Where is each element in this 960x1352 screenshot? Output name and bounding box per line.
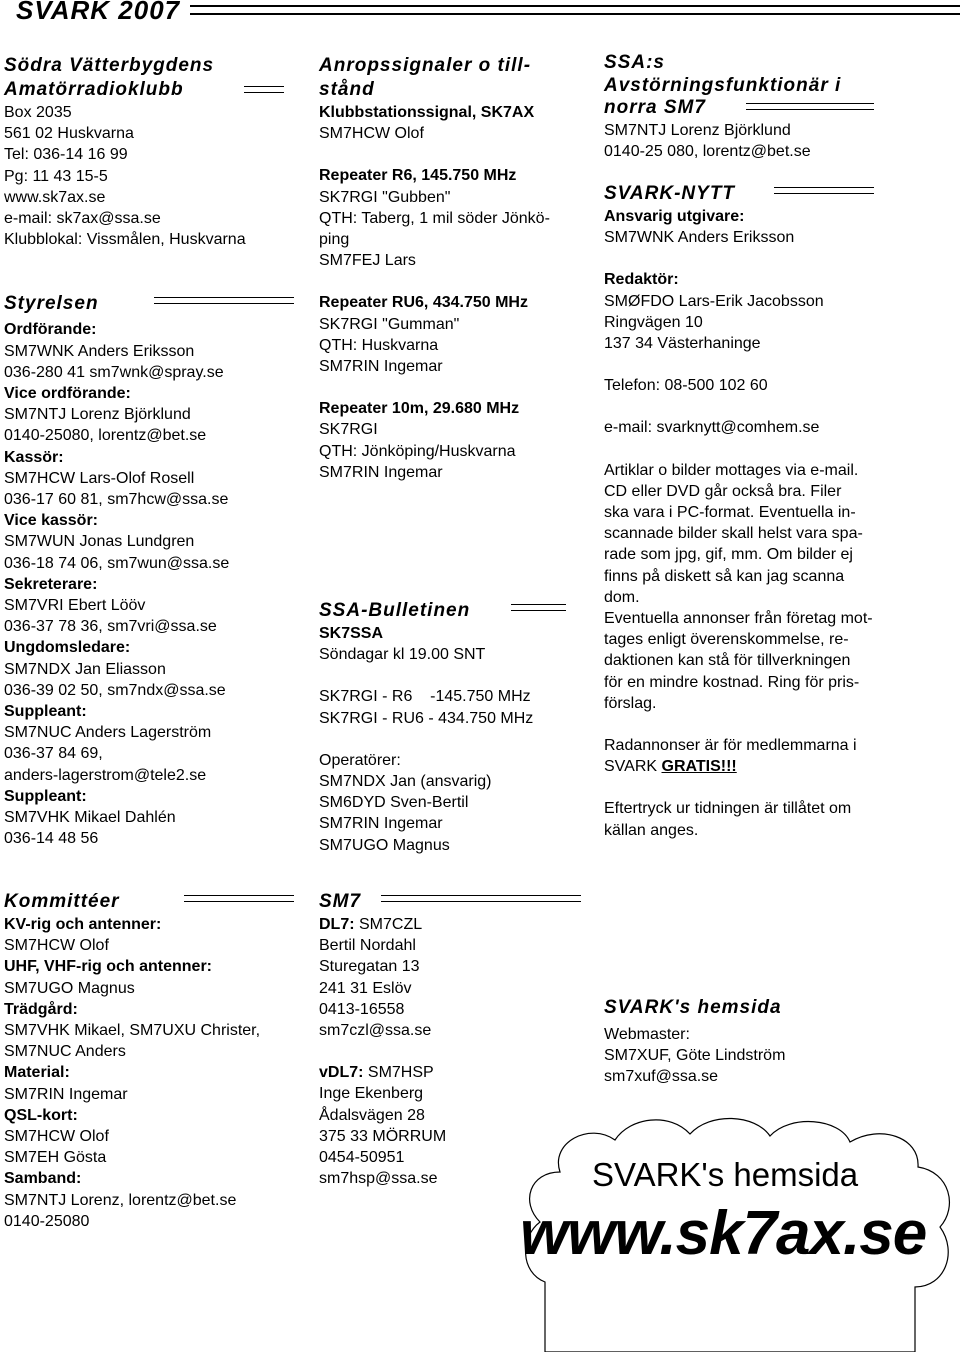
club-info bbox=[4, 102, 294, 250]
artiklar-text bbox=[604, 460, 889, 714]
hemsida-line: SM7XUF, Göte Lindström bbox=[604, 1047, 786, 1065]
gratis-pre: SVARK bbox=[604, 758, 662, 776]
ansvarig-name: SM7WNK Anders Eriksson bbox=[604, 229, 795, 247]
committee-label: Trädgård: bbox=[4, 1000, 78, 1018]
artiklar-line: finns på diskett så kan jag scanna bbox=[604, 567, 845, 585]
role-line: anders-lagerstrom@tele2.se bbox=[4, 766, 207, 784]
role-label: Ordförande: bbox=[4, 321, 97, 339]
committee-line: SM7NTJ Lorenz, lorentz@bet.se bbox=[4, 1191, 237, 1209]
dl7-label: DL7: bbox=[319, 916, 355, 933]
committee-line: SM7HCW Olof bbox=[4, 937, 109, 955]
ssa-lines bbox=[604, 120, 889, 162]
artiklar-line: scannade bilder skall helst vara spa- bbox=[604, 525, 863, 543]
hemsida-title: SVARK's hemsida bbox=[604, 997, 782, 1018]
committee-label: KV-rig och antenner: bbox=[4, 916, 162, 933]
role-line: 036-14 48 56 bbox=[4, 830, 99, 848]
repeater-heading: Repeater 10m, 29.680 MHz bbox=[319, 400, 520, 418]
club-line: Klubblokal: Vissmålen, Huskvarna bbox=[4, 231, 246, 249]
repeater-line: SM7RIN Ingemar bbox=[319, 463, 443, 481]
role-line: SM7VHK Mikael Dahlén bbox=[4, 809, 176, 827]
role-label: Ungdomsledare: bbox=[4, 639, 131, 657]
dl7-line: 0413-16558 bbox=[319, 1000, 405, 1018]
dl7-line: sm7czl@ssa.se bbox=[319, 1022, 432, 1040]
hemsida-block bbox=[604, 996, 889, 1088]
page-banner bbox=[0, 0, 960, 25]
role-label: Suppleant: bbox=[4, 787, 87, 805]
club-line: Box 2035 bbox=[4, 104, 72, 121]
vdl7-line: sm7hsp@ssa.se bbox=[319, 1170, 438, 1188]
role-line: SM7NDX Jan Eliasson bbox=[4, 660, 166, 678]
bulletin-call: SK7SSA bbox=[319, 625, 384, 643]
operator: SM7NDX Jan (ansvarig) bbox=[319, 773, 492, 791]
committee-line: SM7VHK Mikael, SM7UXU Christer, bbox=[4, 1022, 261, 1040]
repeater-heading: Repeater RU6, 434.750 MHz bbox=[319, 294, 528, 312]
artiklar-line: daktionen kan stå för tillverkningen bbox=[604, 652, 851, 670]
klubb-label: Klubbstationssignal, SK7AX bbox=[319, 104, 535, 121]
redaktor-line: SMØFDO Lars-Erik Jacobsson bbox=[604, 292, 824, 310]
eftertryck-line: källan anges. bbox=[604, 821, 699, 839]
role-label: Vice ordförande: bbox=[4, 385, 131, 403]
redaktor-lines bbox=[604, 291, 889, 355]
hemsida-line: sm7xuf@ssa.se bbox=[604, 1068, 719, 1086]
bulletin-time: Söndagar kl 19.00 SNT bbox=[319, 646, 486, 664]
eftertryck-text bbox=[604, 798, 889, 840]
committee-label: Material: bbox=[4, 1064, 70, 1082]
vdl7-line: 0454-50951 bbox=[319, 1149, 405, 1167]
vdl7-line: 375 33 MÖRRUM bbox=[319, 1127, 447, 1145]
operator: SM7RIN Ingemar bbox=[319, 815, 443, 833]
kommitteer-list bbox=[4, 914, 294, 1232]
vdl7-line: Ådalsvägen 28 bbox=[319, 1106, 425, 1124]
vdl7-label: vDL7: bbox=[319, 1064, 364, 1082]
gratis: GRATIS!!! bbox=[661, 758, 737, 776]
kommitteer-title: Kommittéer bbox=[4, 890, 294, 914]
operator: SM7UGO Magnus bbox=[319, 836, 450, 854]
role-label: Vice kassör: bbox=[4, 512, 98, 530]
role-line: 036-17 60 81, sm7hcw@ssa.se bbox=[4, 491, 229, 509]
klubb-line: SM7HCW Olof bbox=[319, 125, 424, 143]
column-middle bbox=[319, 54, 584, 856]
repeater-line: SM7FEJ Lars bbox=[319, 252, 416, 270]
column-right bbox=[604, 52, 889, 841]
eftertryck-line: Eftertryck ur tidningen är tillåtet om bbox=[604, 800, 852, 818]
vdl7-line: Inge Ekenberg bbox=[319, 1085, 424, 1103]
artiklar-line: dom. bbox=[604, 588, 640, 606]
club-line: 561 02 Huskvarna bbox=[4, 125, 134, 143]
repeater-line: QTH: Jönköping/Huskvarna bbox=[319, 442, 516, 460]
committee-line: SM7RIN Ingemar bbox=[4, 1085, 128, 1103]
section-rule bbox=[244, 86, 284, 93]
committee-label: QSL-kort: bbox=[4, 1106, 78, 1124]
club-line: Tel: 036-14 16 99 bbox=[4, 146, 128, 164]
column-left bbox=[4, 54, 294, 850]
ssa-line: 0140-25 080, lorentz@bet.se bbox=[604, 142, 811, 160]
website-cloud bbox=[520, 1112, 950, 1332]
banner-rule bbox=[190, 5, 960, 15]
hemsida-line: Webmaster: bbox=[604, 1026, 690, 1043]
ssa-line: SM7NTJ Lorenz Björklund bbox=[604, 121, 791, 139]
repeater-heading: Repeater R6, 145.750 MHz bbox=[319, 167, 517, 185]
styrelsen-title: Styrelsen bbox=[4, 292, 294, 316]
artiklar-line: ska vara i PC-format. Eventuella in- bbox=[604, 503, 856, 521]
dl7-line: Sturegatan 13 bbox=[319, 958, 420, 976]
role-label: Suppleant: bbox=[4, 703, 87, 721]
committee-line: 0140-25080 bbox=[4, 1212, 90, 1230]
bulletin-frequencies bbox=[319, 686, 584, 728]
role-line: 036-39 02 50, sm7ndx@ssa.se bbox=[4, 681, 226, 699]
role-label: Sekreterare: bbox=[4, 575, 98, 593]
committee-line: SM7HCW Olof bbox=[4, 1128, 109, 1146]
committee-line: SM7NUC Anders bbox=[4, 1043, 126, 1061]
role-line: 036-37 84 69, bbox=[4, 745, 103, 763]
committee-label: UHF, VHF-rig och antenner: bbox=[4, 958, 213, 976]
artiklar-line: Eventuella annonser från företag mot- bbox=[604, 609, 873, 627]
bulletin-title: SSA-Bulletinen bbox=[319, 599, 584, 623]
operator: SM6DYD Sven-Bertil bbox=[319, 794, 469, 812]
artiklar-line: för en mindre kostnad. Ring för pris- bbox=[604, 673, 860, 691]
bulletin-frequency: SK7RGI - R6 -145.750 MHz bbox=[319, 688, 531, 706]
radannons: Radannonser är för medlemmarna i bbox=[604, 736, 857, 754]
artiklar-line: CD eller DVD går också bra. Filer bbox=[604, 482, 842, 500]
role-line: SM7VRI Ebert Lööv bbox=[4, 597, 146, 615]
repeater-line: QTH: Huskvarna bbox=[319, 336, 439, 354]
artiklar-line: rade som jpg, gif, mm. Om bilder ej bbox=[604, 546, 853, 564]
repeater-list bbox=[319, 144, 584, 483]
committee-line: SM7EH Gösta bbox=[4, 1149, 107, 1167]
club-line: www.sk7ax.se bbox=[4, 188, 106, 206]
email: e-mail: svarknytt@comhem.se bbox=[604, 419, 820, 437]
artiklar-line: tages enligt överenskommelse, re- bbox=[604, 631, 849, 649]
repeater-line: SK7RGI "Gumman" bbox=[319, 315, 460, 333]
operators-list bbox=[319, 771, 584, 856]
ansvarig-label: Ansvarig utgivare: bbox=[604, 207, 745, 225]
nytt-title: SVARK-NYTT bbox=[604, 182, 889, 206]
repeater-line: QTH: Taberg, 1 mil söder Jönkö- bbox=[319, 209, 550, 227]
repeater-line: SM7RIN Ingemar bbox=[319, 358, 443, 376]
anrop-title: Anropssignaler o till- stånd bbox=[319, 55, 532, 100]
section-rule bbox=[184, 895, 294, 902]
role-line: SM7WUN Jonas Lundgren bbox=[4, 533, 195, 551]
operators-label: Operatörer: bbox=[319, 751, 401, 769]
telefon: Telefon: 08-500 102 60 bbox=[604, 377, 768, 395]
role-line: 036-18 74 06, sm7wun@ssa.se bbox=[4, 554, 230, 572]
cloud-title: SVARK's hemsida bbox=[592, 1156, 859, 1193]
hemsida-lines bbox=[604, 1024, 889, 1088]
dl7-lines bbox=[319, 935, 584, 1041]
dl7-line: Bertil Nordahl bbox=[319, 937, 416, 955]
styrelsen-list bbox=[4, 319, 294, 849]
role-line: SM7NTJ Lorenz Björklund bbox=[4, 406, 191, 424]
club-title: Södra Vätterbygdens Amatörradioklubb bbox=[4, 54, 294, 102]
redaktor-label: Redaktör: bbox=[604, 271, 679, 289]
section-rule bbox=[746, 103, 874, 110]
kommitteer-block bbox=[4, 890, 294, 1232]
role-line: 036-280 41 sm7wnk@spray.se bbox=[4, 363, 224, 381]
repeater-line: SK7RGI "Gubben" bbox=[319, 188, 451, 206]
role-line: 0140-25080, lorentz@bet.se bbox=[4, 427, 207, 445]
role-line: SM7NUC Anders Lagerström bbox=[4, 724, 212, 742]
role-line: SM7HCW Lars-Olof Rosell bbox=[4, 469, 195, 487]
sm7-title: SM7 bbox=[319, 890, 584, 914]
redaktor-line: Ringvägen 10 bbox=[604, 313, 703, 331]
redaktor-line: 137 34 Västerhaninge bbox=[604, 334, 761, 352]
section-rule bbox=[511, 604, 566, 611]
committee-label: Samband: bbox=[4, 1170, 82, 1188]
club-line: Pg: 11 43 15-5 bbox=[4, 167, 108, 185]
banner-title: SVARK 2007 bbox=[16, 0, 181, 25]
section-rule bbox=[774, 187, 874, 194]
cloud-url[interactable]: www.sk7ax.se bbox=[520, 1199, 927, 1268]
role-label: Kassör: bbox=[4, 448, 64, 466]
repeater-line: SK7RGI bbox=[319, 421, 378, 439]
vdl7-call: SM7HSP bbox=[363, 1064, 434, 1082]
committee-line: SM7UGO Magnus bbox=[4, 979, 135, 997]
dl7-line: 241 31 Eslöv bbox=[319, 979, 412, 997]
artiklar-line: Artiklar o bilder mottages via e-mail. bbox=[604, 461, 859, 479]
club-line: e-mail: sk7ax@ssa.se bbox=[4, 210, 161, 228]
dl7-call: SM7CZL bbox=[354, 916, 423, 933]
repeater-line: ping bbox=[319, 231, 350, 249]
ssa-title: SSA:s Avstörningsfunktionär i norra SM7 bbox=[604, 52, 889, 120]
role-line: SM7WNK Anders Eriksson bbox=[4, 342, 195, 360]
role-line: 036-37 78 36, sm7vri@ssa.se bbox=[4, 618, 217, 636]
bulletin-frequency: SK7RGI - RU6 - 434.750 MHz bbox=[319, 709, 534, 727]
artiklar-line: förslag. bbox=[604, 694, 657, 712]
section-rule bbox=[154, 297, 294, 304]
section-rule bbox=[381, 895, 581, 902]
